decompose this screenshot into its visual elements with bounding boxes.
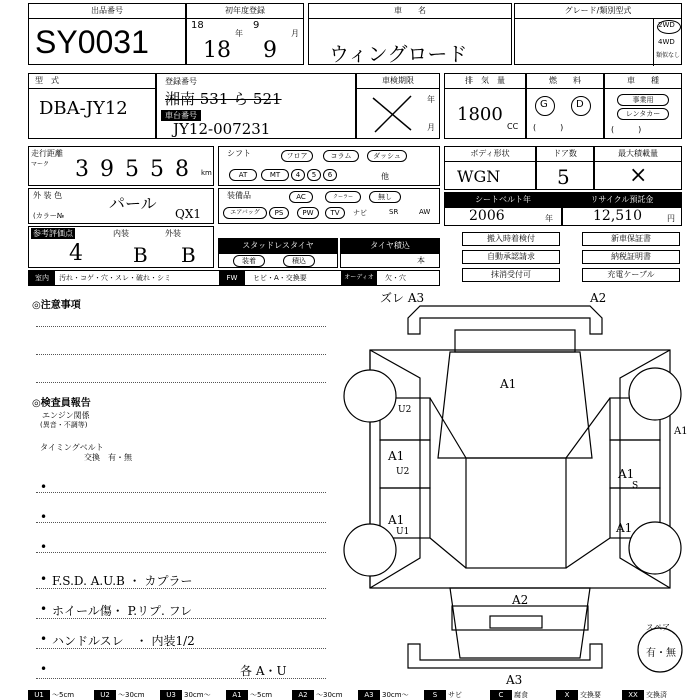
- legend-value-9: 交換済: [646, 691, 667, 699]
- type-value: DBA-JY12: [39, 98, 128, 119]
- class-rental: レンタカー: [617, 108, 669, 120]
- doors-value: 5: [557, 165, 570, 189]
- caution-line-2: [36, 354, 326, 355]
- tire-load-label: タイヤ積込: [341, 239, 439, 254]
- caution-line-1: [36, 326, 326, 327]
- equip-sr: SR: [389, 208, 399, 216]
- year-unit: 年: [235, 29, 243, 38]
- shift-column: コラム: [323, 150, 359, 162]
- bullet-2: •: [40, 510, 48, 524]
- shift-box: [218, 146, 440, 186]
- displacement-box: [444, 73, 526, 139]
- insp-month-unit: 月: [427, 123, 435, 132]
- displacement-label: 排 気 量: [445, 74, 525, 89]
- btn-charging-cable: 充電ケーブル: [582, 268, 680, 282]
- studless-box: [218, 238, 338, 268]
- color-no-label: (カラー№: [33, 212, 65, 220]
- chassis-value: JY12-007231: [173, 120, 271, 138]
- mark-left-a1: A1: [388, 449, 405, 463]
- type-label: 型 式: [29, 74, 155, 89]
- legend-key-3: A1: [226, 690, 248, 700]
- handwritten-note-3: ハンドルスレ ・ 内装1/2: [52, 634, 195, 648]
- capacity-box: [594, 146, 682, 190]
- equip-pw: PW: [297, 207, 319, 219]
- mileage-label: 走行距離: [31, 149, 63, 158]
- bullet-1: •: [40, 480, 48, 494]
- mileage-unit: km: [201, 169, 212, 177]
- registration-box: [156, 73, 356, 139]
- caution-line-3: [36, 382, 326, 383]
- doors-box: [536, 146, 594, 190]
- exterior-value: B: [181, 243, 196, 267]
- shift-5: 5: [307, 169, 321, 181]
- mark-top: ズレ A3: [380, 291, 425, 305]
- bullet-7: •: [40, 662, 48, 676]
- equip-cooler: クーラー: [325, 191, 361, 203]
- capacity-label: 最大積載量: [595, 147, 681, 162]
- month-handwritten: 9: [263, 38, 277, 63]
- legend-value-2: 30cm〜: [184, 691, 211, 699]
- legend-value-8: 交換要: [580, 691, 601, 699]
- handwritten-note-2: ホイール傷・ P.リプ. フレ: [52, 604, 193, 618]
- legend-value-5: 30cm〜: [382, 691, 409, 699]
- grade-label: グレード/類別型式: [515, 4, 681, 19]
- seatbelt-unit: 年: [545, 214, 553, 223]
- legend-key-9: XX: [622, 690, 644, 700]
- class-paren: ( ): [611, 125, 642, 134]
- fuel-d: D: [576, 99, 584, 110]
- legend-key-2: U3: [160, 690, 182, 700]
- lot-number-box: [28, 3, 186, 65]
- mark-top-right: A2: [590, 291, 607, 305]
- insp-year-unit: 年: [427, 95, 435, 104]
- mileage-box: [28, 146, 214, 186]
- seatbelt-box: [444, 192, 562, 226]
- capacity-value: ×: [629, 163, 648, 188]
- body-shape-label: ボディ形状: [445, 147, 535, 162]
- displacement-value: 1800: [457, 104, 503, 125]
- legend-key-5: A3: [358, 690, 380, 700]
- equipment-label: 装備品: [227, 191, 251, 200]
- lot-number-label: 出品番号: [29, 4, 185, 19]
- mark-right-s: S: [632, 481, 639, 491]
- interior-defects-label: 室内: [29, 271, 55, 285]
- equip-ac: AC: [289, 191, 313, 203]
- audio-value: 欠・穴: [385, 274, 406, 282]
- mileage-mark: マーク: [31, 161, 50, 168]
- engine-label: エンジン関係: [42, 411, 90, 420]
- model-name-box: [308, 3, 512, 65]
- class-none: 類似なし: [656, 52, 681, 59]
- inspection-box: [356, 73, 440, 139]
- wheel-front-left: [344, 370, 396, 422]
- legend-key-6: S: [424, 690, 446, 700]
- legend-value-1: 〜30cm: [118, 691, 145, 699]
- legend-key-4: A2: [292, 690, 314, 700]
- legend-value-0: 〜5cm: [52, 691, 75, 699]
- shift-mt: MT: [261, 169, 289, 181]
- caution-title: ◎注意事項: [32, 300, 81, 311]
- seatbelt-value: 2006: [469, 208, 505, 224]
- color-label: 外 装 色: [33, 191, 63, 200]
- timing-value: 交換 有・無: [84, 453, 132, 462]
- grade-box: [514, 3, 682, 65]
- color-code: QX1: [175, 207, 202, 221]
- recycle-unit: 円: [667, 214, 675, 223]
- studless-yes: 装着: [233, 255, 265, 267]
- legend-value-3: 〜5cm: [250, 691, 273, 699]
- score-value: 4: [69, 241, 83, 266]
- btn-arrival-inspection: 搬入時着検付: [462, 232, 560, 246]
- btn-auto-approval: 自動承認請求: [462, 250, 560, 264]
- equip-tv: TV: [325, 207, 345, 219]
- handwritten-note-4: 各 A・U: [240, 664, 287, 678]
- report-line-3: [36, 552, 326, 553]
- interior-value: B: [133, 243, 148, 267]
- fw-label: FW: [219, 271, 245, 285]
- type-box: [28, 73, 156, 139]
- score-box: [28, 226, 214, 268]
- tire-load-box: [340, 238, 440, 268]
- equipment-box: [218, 188, 440, 224]
- body-shape-box: [444, 146, 536, 190]
- report-line-1: [36, 492, 326, 493]
- audio-label: オーディオ: [341, 271, 377, 285]
- first-registration-box: [186, 3, 304, 65]
- vehicle-class-label: 車 種: [605, 74, 681, 89]
- reg-number-label: 登録番号: [165, 77, 197, 86]
- chassis-label: 車台番号: [161, 110, 201, 121]
- shift-label: シフト: [227, 149, 251, 158]
- drive-column: [653, 18, 684, 66]
- legend-key-0: U1: [28, 690, 50, 700]
- equip-navi: ナビ: [353, 209, 367, 217]
- recycle-box: [562, 192, 682, 226]
- interior-label: 内装: [113, 229, 129, 238]
- equip-none: 無し: [369, 191, 401, 203]
- inspection-label: 車検期限: [357, 74, 439, 89]
- displacement-unit: CC: [507, 122, 519, 131]
- vehicle-class-box: [604, 73, 682, 139]
- shift-4: 4: [291, 169, 305, 181]
- equip-aw: AW: [419, 208, 431, 216]
- spare-label: スペア: [646, 623, 670, 632]
- class-business: 事業用: [617, 94, 669, 106]
- legend-value-4: 〜30cm: [316, 691, 343, 699]
- report-line-6: [36, 648, 326, 649]
- model-name-label: 車 名: [309, 4, 511, 19]
- mark-left-u2b: U2: [396, 467, 410, 477]
- wheel-rear-left: [344, 524, 396, 576]
- mark-left-u1: U1: [396, 527, 410, 537]
- mark-left-u2: U2: [398, 405, 412, 415]
- handwritten-note-1: F.S.D. A.U.B ・ カプラー: [52, 574, 193, 588]
- mark-right-a1: A1: [618, 467, 635, 481]
- body-shape-value: WGN: [457, 167, 501, 186]
- studless-load: 積込: [283, 255, 315, 267]
- exterior-label: 外装: [165, 229, 181, 238]
- report-line-7: [36, 678, 326, 679]
- shift-at: AT: [229, 169, 257, 181]
- model-name: ウィングロード: [329, 42, 468, 66]
- btn-new-car-warranty: 新車保証書: [582, 232, 680, 246]
- report-line-2: [36, 522, 326, 523]
- bullet-6: •: [40, 632, 48, 646]
- car-damage-diagram: [340, 288, 700, 688]
- bullet-5: •: [40, 602, 48, 616]
- legend-value-6: サビ: [448, 691, 462, 699]
- mark-left-a1b: A1: [388, 513, 405, 527]
- interior-defects: 汚れ・コゲ・穴・スレ・破れ・シミ: [59, 274, 171, 282]
- mark-right-a1b: A1: [616, 521, 633, 535]
- wheel-front-right: [629, 368, 681, 420]
- drive-4wd: 4WD: [658, 38, 675, 46]
- reg-number-value: 湘南 531 ら 521: [165, 90, 282, 108]
- defects-strip: [28, 270, 440, 286]
- inspection-cross-mark: [367, 92, 417, 136]
- btn-deregistration: 抹消受付可: [462, 268, 560, 282]
- wheel-rear-right: [629, 522, 681, 574]
- bullet-4: •: [40, 572, 48, 586]
- shift-6: 6: [323, 169, 337, 181]
- equip-airbag: エアバッグ: [223, 207, 267, 219]
- color-value: パール: [109, 194, 157, 213]
- month-printed: 9: [253, 20, 260, 31]
- legend-value-7: 腐食: [514, 691, 528, 699]
- report-line-4: [36, 588, 326, 589]
- fuel-g: G: [540, 99, 548, 110]
- recycle-label: リサイクル預託金: [563, 193, 681, 208]
- legend-key-1: U2: [94, 690, 116, 700]
- doors-label: ドア数: [537, 147, 593, 162]
- fuel-box: [526, 73, 604, 139]
- timing-label: タイミングベルト: [40, 443, 104, 452]
- inspector-title: ◎検査員報告: [32, 398, 91, 409]
- fuel-label: 燃 料: [527, 74, 603, 89]
- month-unit: 月: [291, 29, 299, 38]
- year-printed: 18: [191, 20, 204, 31]
- seatbelt-label: シートベルト年: [445, 193, 561, 208]
- mark-rear: A2: [512, 593, 529, 607]
- btn-tax-certificate: 納税証明書: [582, 250, 680, 264]
- shift-dash: ダッシュ: [367, 150, 407, 162]
- tire-unit: 本: [417, 256, 425, 265]
- report-line-5: [36, 618, 326, 619]
- year-handwritten: 18: [203, 38, 231, 63]
- mileage-value: 39558: [75, 157, 200, 182]
- mark-bottom: A3: [506, 673, 523, 687]
- fw-value: ヒビ・A・交換要: [253, 274, 307, 282]
- equip-ps: PS: [269, 207, 289, 219]
- spare-value: 有・無: [646, 648, 676, 659]
- recycle-value: 12,510: [593, 208, 642, 224]
- bullet-3: •: [40, 540, 48, 554]
- color-box: [28, 188, 214, 224]
- score-label: 参考評価点: [33, 229, 73, 238]
- mark-far-right: A1: [674, 426, 688, 437]
- shift-floor: フロア: [281, 150, 313, 162]
- studless-label: スタッドレスタイヤ: [219, 239, 337, 254]
- mark-roof: A1: [500, 377, 517, 391]
- lot-number: SY0031: [35, 24, 149, 60]
- legend-key-8: X: [556, 690, 578, 700]
- first-registration-label: 初年度登録: [187, 4, 303, 19]
- legend-key-7: C: [490, 690, 512, 700]
- shift-other: 他: [381, 172, 389, 181]
- drive-2wd: 2WD: [658, 21, 675, 29]
- fuel-paren: ( ): [533, 123, 564, 132]
- engine-sub: (異音・不調等): [40, 421, 88, 429]
